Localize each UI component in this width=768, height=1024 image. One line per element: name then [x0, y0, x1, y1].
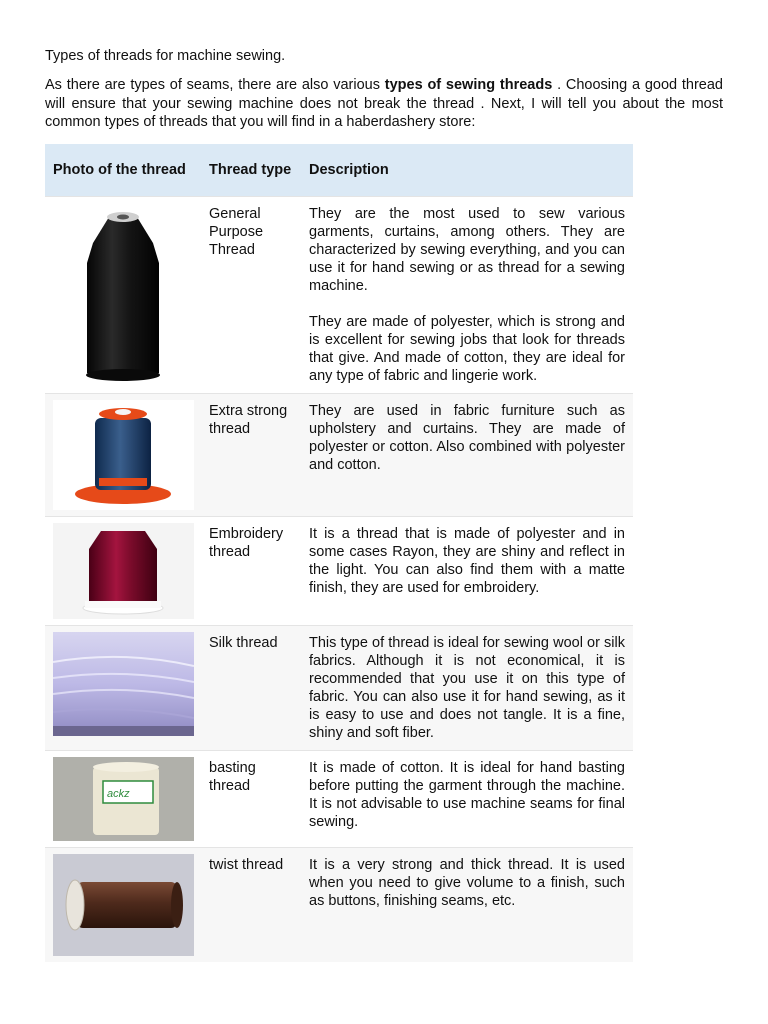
- intro-paragraph: [45, 76, 723, 132]
- black-cone-thread-image: [53, 203, 194, 387]
- intro-text-start: As there are types of seams, there are also various: [45, 77, 385, 93]
- description-text: It is a very strong and thick thread. It is used when you need to give volume to a finish, such as buttons, finishing seams, etc.: [309, 857, 625, 909]
- header-description: Description: [301, 144, 633, 197]
- photo-cell: [45, 394, 201, 517]
- description-text: It is a thread that is made of polyester and in some cases Rayon, they are shiny and reflect in the light. You can also find them with a matte finish, they are used for embroidery.: [309, 526, 625, 596]
- spool-label-text: ackz: [107, 788, 130, 800]
- header-photo: Photo of the thread: [45, 144, 201, 197]
- description-cell: [301, 394, 633, 517]
- table-row: [45, 394, 633, 517]
- table-row: [45, 848, 633, 963]
- document-title: Types of threads for machine sewing.: [45, 48, 286, 64]
- description-text: They are used in fabric furniture such as upholstery and curtains. They are made of polyester or cotton. Also combined with polyester and cotton.: [309, 403, 625, 473]
- photo-cell: [45, 197, 201, 394]
- photo-cell: [45, 751, 201, 848]
- thread-type-cell: Extra strong thread: [201, 394, 301, 517]
- thread-type-cell: Embroidery thread: [201, 517, 301, 626]
- table-header-row: [45, 144, 633, 197]
- description-cell: [301, 197, 633, 394]
- thread-type-cell: Silk thread: [201, 626, 301, 751]
- photo-cell: [45, 517, 201, 626]
- description-cell: [301, 848, 633, 963]
- thread-type-cell: General Purpose Thread: [201, 197, 301, 394]
- lavender-silk-thread-image: [53, 632, 194, 736]
- burgundy-embroidery-spool-image: [53, 523, 194, 619]
- description-cell: [301, 751, 633, 848]
- description-text: They are made of polyester, which is strong and is excellent for sewing jobs that look for threads that give. And made of cotton, they are ideal for any type of fabric and lingerie work.: [309, 314, 625, 384]
- thread-type-cell: basting thread: [201, 751, 301, 848]
- white-cotton-spool-image: [53, 757, 194, 841]
- thread-type-cell: twist thread: [201, 848, 301, 963]
- description-cell: [301, 517, 633, 626]
- table-row: [45, 517, 633, 626]
- table-row: [45, 626, 633, 751]
- intro-text-end: . Choosing a good thread will ensure that your sewing machine does not break the thread . Next, I will tell you about the most common types of threads that you will find in a haberdashery store:: [45, 77, 723, 130]
- description-text: This type of thread is ideal for sewing wool or silk fabrics. Although it is not economical, it is recommended that you use it on this type of fabric. You can also use it for hand sewing, as it is easy to use and does not tangle. It is a fine, shiny and soft fiber.: [309, 635, 625, 741]
- table-row: [45, 751, 633, 848]
- description-text: They are the most used to sew various garments, curtains, among others. They are characterized by sewing everything, and you can use it for hand sewing or as thread for a sewing machine.: [309, 206, 625, 294]
- description-cell: [301, 626, 633, 751]
- table-row: [45, 197, 633, 394]
- navy-spool-image: [53, 400, 194, 510]
- header-thread-type: Thread type: [201, 144, 301, 197]
- thread-types-table: [45, 144, 633, 962]
- photo-cell: [45, 848, 201, 963]
- photo-cell: [45, 626, 201, 751]
- brown-twist-spool-image: [53, 854, 194, 956]
- intro-bold-phrase: types of sewing threads: [384, 77, 553, 93]
- description-text: It is made of cotton. It is ideal for hand basting before putting the garment through the machine. It is not advisable to use machine seams for final sewing.: [309, 760, 625, 830]
